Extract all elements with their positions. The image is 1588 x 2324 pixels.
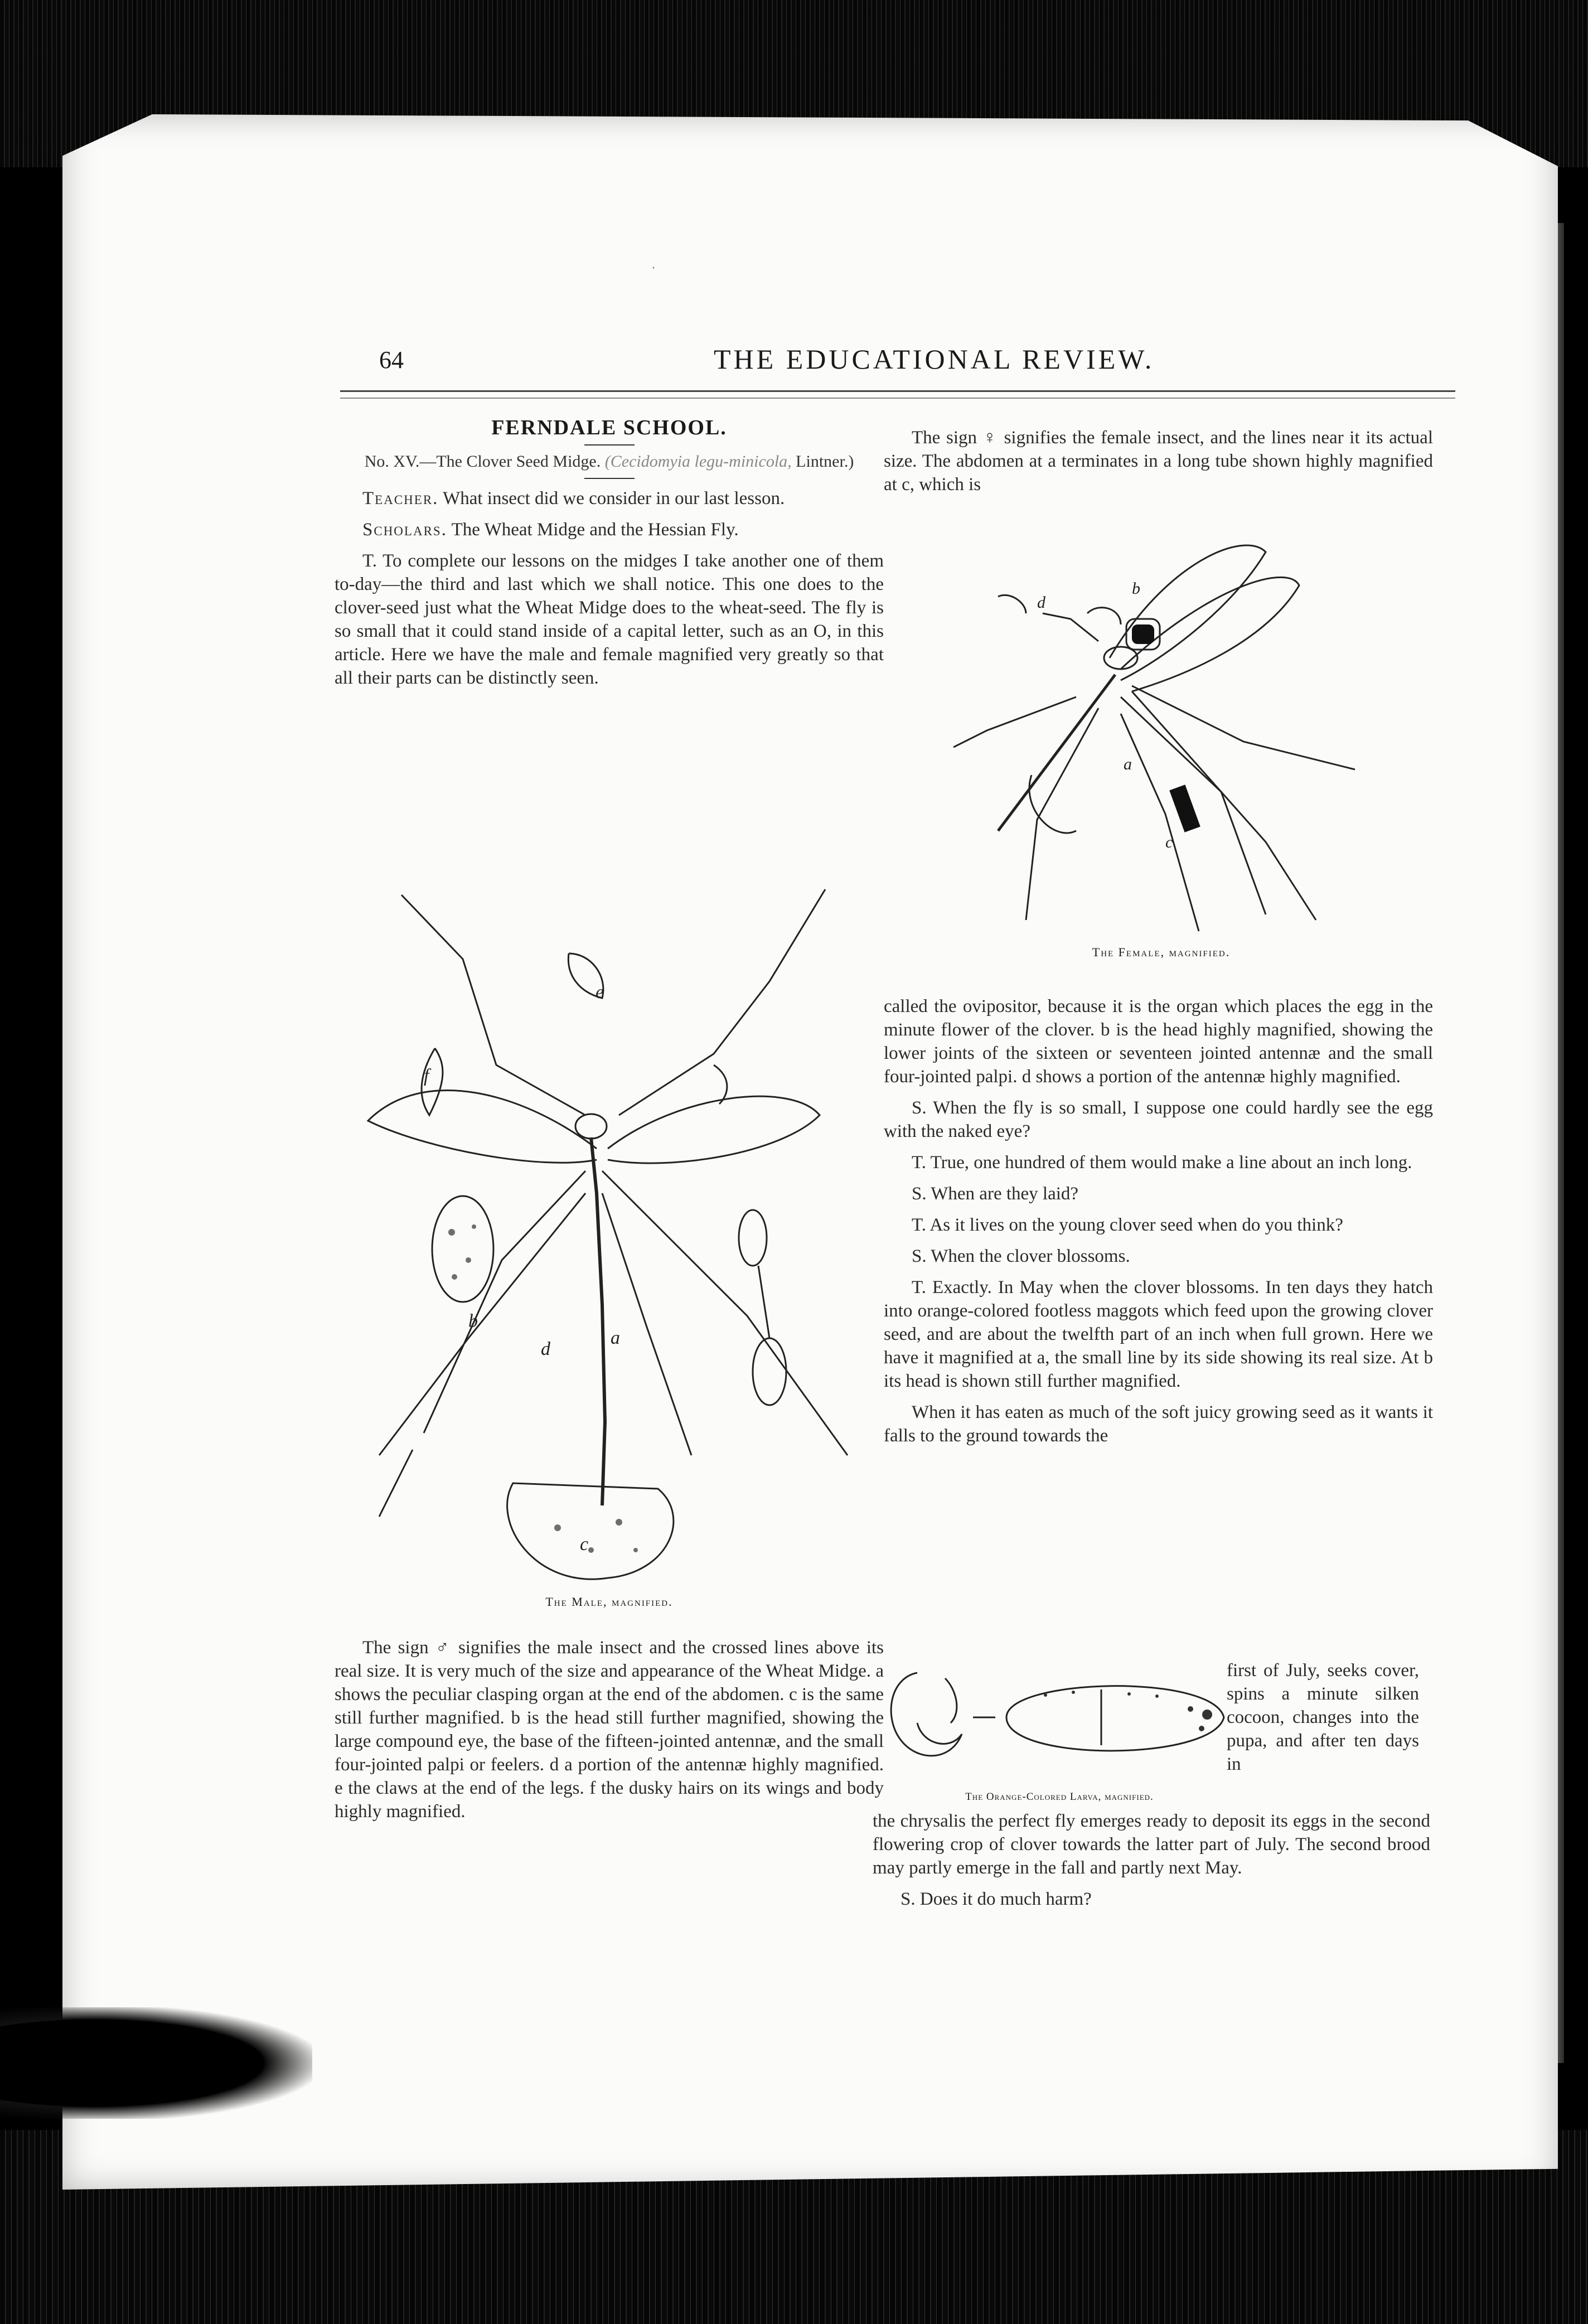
dialogue-paragraph xyxy=(884,1096,1433,1143)
speaker: T. xyxy=(912,1277,926,1297)
figure-label-c: c xyxy=(580,1534,589,1555)
dialogue-text: What insect did we consider in our last lesson. xyxy=(443,488,785,509)
running-title: THE EDUCATIONAL REVIEW. xyxy=(714,343,1155,375)
dialogue-paragraph xyxy=(335,518,884,541)
right-column-bottom xyxy=(873,1809,1430,1911)
dialogue-paragraph xyxy=(884,1213,1433,1237)
section-title: FERNDALE SCHOOL. xyxy=(491,416,727,439)
figure-label-a: a xyxy=(611,1328,620,1348)
female-figure-caption: The Female, magnified. xyxy=(1092,945,1231,959)
dialogue-text: When the clover blossoms. xyxy=(931,1246,1130,1266)
larva-figure-caption: The Orange-Colored Larva, magnified. xyxy=(965,1791,1154,1803)
speaker: T. xyxy=(912,1215,926,1235)
lesson-subtitle xyxy=(335,450,884,473)
figure-label-e: e xyxy=(595,982,604,1003)
dialogue-text: When it has eaten as much of the soft juicy growing seed as it wants it falls to the ground towards the xyxy=(884,1402,1433,1446)
dialogue-text: To complete our lessons on the midges I take another one of them to-day—the third and last which we shall notice. This one does to the clover-seed just what the Wheat Midge does to the wheat-seed. The fly is so small that it could stand inside of a capital letter, such as an O, in this article. Here we have the male and female magnified very greatly so that all their parts can be distinctly seen. xyxy=(335,551,884,688)
dialogue-paragraph xyxy=(884,1245,1433,1268)
figure-label-b: b xyxy=(1132,579,1140,598)
dialogue-text: Exactly. In May when the clover blossoms. In ten days they hatch into orange-colored footless maggots which feed upon the growing clover seed, and are about the twelfth part of an inch when full grown. Here we have it magnified at a, the small line by its side showing its real size. At b its head is shown still further magnified. xyxy=(884,1277,1434,1391)
figure-label-d: d xyxy=(541,1339,550,1359)
speaker: T. xyxy=(362,551,377,571)
dialogue-text: As it lives on the young clover seed when do you think? xyxy=(929,1215,1343,1235)
page-header xyxy=(357,340,1450,390)
male-description-paragraph: The sign ♂ signifies the male insect and the crossed lines above its real size. It is very much of the size and appearance of the Wheat Midge. a shows the peculiar clasping organ at the end of the abdomen. c is the same still further magnified. b is the head still further magnified, showing the large compound eye, the base of the fifteen-jointed antennæ, and the small four-jointed palpi or feelers. d a portion of the antennæ highly magnified. e the claws at the end of the legs. f the dusky hairs on its wings and body highly magnified. xyxy=(335,1638,884,1822)
dialogue-paragraph xyxy=(884,1276,1433,1393)
figure-label-d: d xyxy=(1037,593,1045,612)
scanner-thumb-shadow xyxy=(0,2007,312,2119)
dialogue-text: The Wheat Midge and the Hessian Fly. xyxy=(451,520,739,540)
lesson-number: No. XV.—The Clover Seed Midge. xyxy=(364,452,601,471)
dialogue-paragraph xyxy=(884,1151,1433,1174)
speaker: T. xyxy=(912,1153,926,1173)
header-rule xyxy=(340,390,1455,399)
dialogue-text: the chrysalis the perfect fly emerges ready to deposit its eggs in the second flowering crop of clover towards the latter part of July. The second brood may partly emerge in the fall and partly next May. xyxy=(873,1811,1430,1878)
ink-mark: · xyxy=(651,261,656,275)
right-column-top xyxy=(884,418,1433,496)
lesson-author: Lintner.) xyxy=(796,452,854,471)
speaker: S. xyxy=(900,1889,916,1909)
right-column-middle xyxy=(884,987,1433,1447)
dialogue-text: When are they laid? xyxy=(931,1184,1079,1204)
figure-label-c: c xyxy=(1165,833,1173,851)
dialogue-paragraph xyxy=(335,487,884,510)
male-figure-caption: The Male, magnified. xyxy=(545,1595,673,1609)
male-midge-illustration xyxy=(357,881,881,1600)
dialogue-paragraph xyxy=(335,549,884,690)
dialogue-text: When the fly is so small, I suppose one could hardly see the egg with the naked eye? xyxy=(884,1098,1433,1141)
larva-illustration xyxy=(878,1656,1235,1784)
left-column-bottom xyxy=(335,1628,884,1823)
female-midge-illustration xyxy=(953,530,1400,937)
wrapped-text: first of July, seeks cover, spins a minute silken cocoon, changes into the pupa, and after ten days in xyxy=(1227,1660,1419,1774)
dialogue-paragraph xyxy=(884,1401,1433,1447)
lesson-latin-name: (Cecidomyia legu-minicola, xyxy=(604,452,792,471)
speaker: Teacher. xyxy=(362,488,439,509)
figure-label-f: f xyxy=(424,1066,429,1086)
dialogue-text: Does it do much harm? xyxy=(919,1889,1092,1909)
dialogue-paragraph xyxy=(884,995,1433,1088)
figure-label-b: b xyxy=(468,1311,478,1332)
dialogue-text: True, one hundred of them would make a line about an inch long. xyxy=(930,1153,1412,1173)
speaker: S. xyxy=(912,1098,927,1118)
speaker: Scholars. xyxy=(362,520,447,540)
title-rule xyxy=(584,444,635,446)
female-description-paragraph: The sign ♀ signifies the female insect, and the lines near it its actual size. The abdomen at a terminates in a long tube shown highly magnified at c, which is xyxy=(884,428,1433,495)
figure-label-a: a xyxy=(1124,755,1132,773)
speaker: S. xyxy=(912,1246,927,1266)
dialogue-paragraph xyxy=(884,1182,1433,1205)
larva-wrap-column xyxy=(1227,1659,1419,1776)
speaker: S. xyxy=(912,1184,927,1204)
dialogue-text: called the ovipositor, because it is the organ which places the egg in the minute flower of the clover. b is the head highly magnified, showing the lower joints of the sixteen or seventeen jointed antennæ and the small four-jointed palpi. d shows a portion of the antennæ highly magnified. xyxy=(884,996,1433,1087)
page-number: 64 xyxy=(379,346,404,374)
subtitle-rule xyxy=(584,478,635,479)
dialogue-paragraph xyxy=(873,1809,1430,1880)
left-column xyxy=(335,410,884,690)
dialogue-paragraph xyxy=(873,1887,1430,1911)
